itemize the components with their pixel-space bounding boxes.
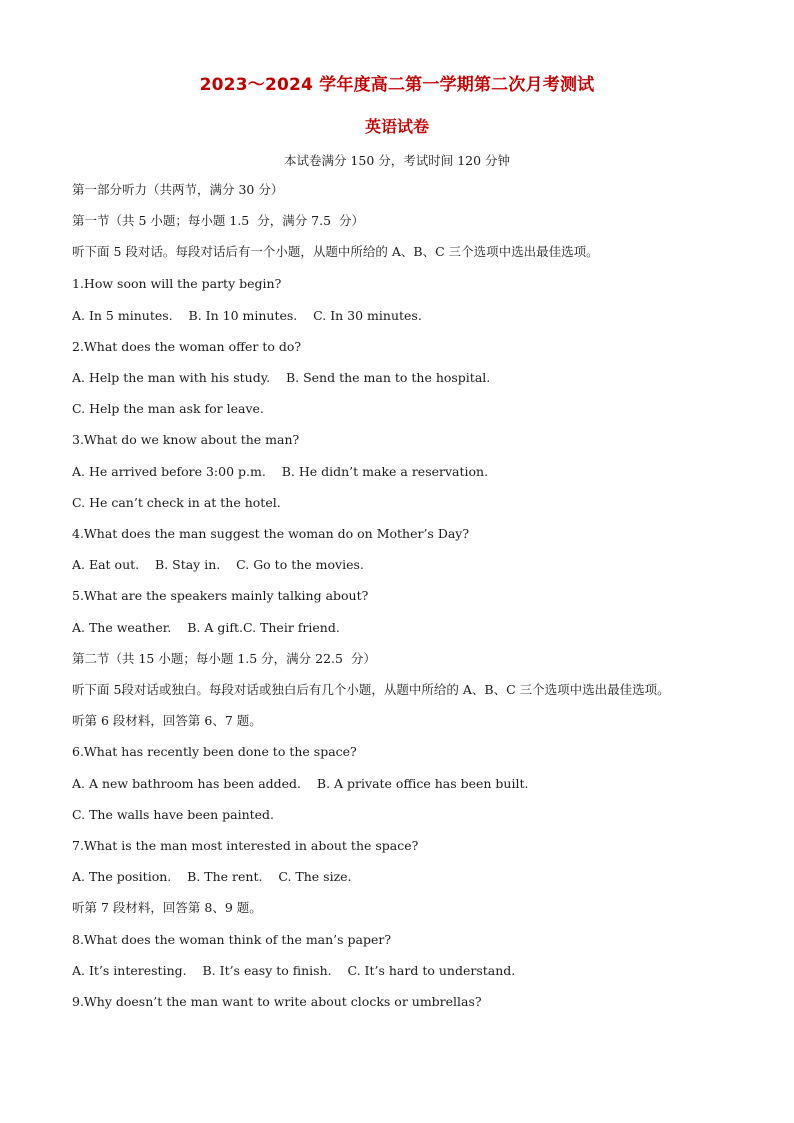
exam-note: 本试卷满分 150 分，考试时间 120 分钟 xyxy=(283,153,511,168)
question: 5.What are the speakers mainly talking about? xyxy=(72,588,369,603)
options: C. He can’t check in at the hotel. xyxy=(72,495,281,510)
options: A. The weather. B. A gift.C. Their friend. xyxy=(72,620,340,635)
section-heading: 第一部分听力（共两节，满分 30 分） xyxy=(72,182,284,197)
options: C. The walls have been painted. xyxy=(72,807,275,822)
question: 3.What do we know about the man? xyxy=(72,432,300,447)
question: 4.What does the man suggest the woman do on Mother’s Day? xyxy=(72,526,470,541)
question: 2.What does the woman offer to do? xyxy=(72,339,302,354)
instruction: 听下面 5 段对话。每段对话后有一个小题，从题中所给的 A、B、C 三个选项中选出最佳选项。 xyxy=(72,244,599,259)
question: 7.What is the man most interested in about the space? xyxy=(72,838,419,853)
options: A. He arrived before 3:00 p.m. B. He didn’t make a reservation. xyxy=(72,464,489,479)
material-heading: 听第 7 段材料，回答第 8、9 题。 xyxy=(72,900,262,915)
options: A. It’s interesting. B. It’s easy to finish. C. It’s hard to understand. xyxy=(72,963,516,978)
question: 6.What has recently been done to the space? xyxy=(72,744,357,759)
options: A. Help the man with his study. B. Send the man to the hospital. xyxy=(72,370,491,385)
question: 1.How soon will the party begin? xyxy=(72,276,282,291)
options: C. Help the man ask for leave. xyxy=(72,401,264,416)
subsection-heading: 第一节（共 5 小题；每小题 1.5 分，满分 7.5 分） xyxy=(72,213,364,228)
options: A. A new bathroom has been added. B. A private office has been built. xyxy=(72,776,529,791)
instruction: 听下面 5段对话或独白。每段对话或独白后有几个小题，从题中所给的 A、B、C 三个选项中选出最佳选项。 xyxy=(72,682,670,697)
exam-title: 2023～2024 学年度高二第一学期第二次月考测试 xyxy=(199,75,595,95)
exam-subtitle: 英语试卷 xyxy=(364,117,429,136)
question: 9.Why doesn’t the man want to write about clocks or umbrellas? xyxy=(72,994,482,1009)
options: A. In 5 minutes. B. In 10 minutes. C. In 30 minutes. xyxy=(72,308,422,323)
material-heading: 听第 6 段材料，回答第 6、7 题。 xyxy=(72,713,262,728)
options: A. Eat out. B. Stay in. C. Go to the movies. xyxy=(72,557,364,572)
subsection-heading: 第二节（共 15 小题；每小题 1.5 分，满分 22.5 分） xyxy=(72,651,376,666)
options: A. The position. B. The rent. C. The size. xyxy=(72,869,352,884)
question: 8.What does the woman think of the man’s paper? xyxy=(72,932,392,947)
